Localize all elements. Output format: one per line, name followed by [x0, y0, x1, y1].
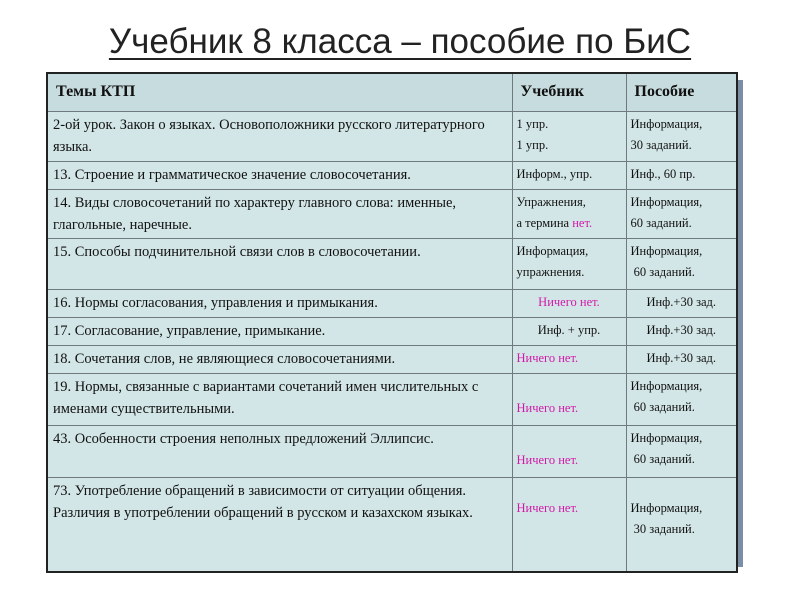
slide-title: Учебник 8 класса – пособие по БиС: [108, 22, 692, 61]
table-row: [47, 189, 737, 238]
header-topics: Темы КТП: [47, 73, 512, 111]
manual-text: Информация,: [630, 194, 703, 209]
textbook-text: Упражнения,: [516, 194, 586, 209]
textbook-text: упражнения.: [516, 264, 585, 279]
manual-cell: [626, 289, 737, 317]
manual-text: Информация,: [630, 243, 703, 258]
manual-cell: [626, 161, 737, 189]
manual-text: 30 заданий.: [630, 522, 695, 537]
table-row: [47, 111, 737, 161]
manual-cell: [626, 345, 737, 373]
topic-cell: 15. Способы подчинительной связи слов в словосочетании.: [47, 238, 512, 289]
textbook-cell: [512, 317, 626, 345]
manual-text: 60 заданий.: [630, 264, 695, 279]
table-row: [47, 238, 737, 289]
table-row: [47, 478, 737, 572]
manual-cell: [626, 478, 737, 572]
table-row: [47, 161, 737, 189]
textbook-text: [517, 213, 622, 234]
topic-cell: 17. Согласование, управление, примыкание.: [47, 317, 512, 345]
textbook-cell: [512, 161, 626, 189]
topic-cell: 2-ой урок. Закон о языках. Основоположники русского литературного языка.: [47, 111, 512, 161]
manual-cell: [626, 111, 737, 161]
manual-text: Информация,: [630, 501, 703, 516]
textbook-text: 1 упр.: [516, 137, 549, 152]
manual-cell: [626, 373, 737, 425]
textbook-text: Информ., упр.: [516, 166, 593, 181]
table-row: [47, 426, 737, 478]
missing-highlight: Ничего нет.: [538, 294, 600, 309]
table-row: [47, 317, 737, 345]
missing-highlight: нет.: [572, 215, 593, 230]
manual-text: Информация,: [630, 378, 703, 393]
manual-text: 60 заданий.: [630, 399, 695, 414]
textbook-cell: [512, 189, 626, 238]
manual-text: 60 заданий.: [630, 452, 695, 467]
manual-cell: [626, 426, 737, 478]
textbook-cell: [512, 345, 626, 373]
textbook-text-part: а термина: [516, 215, 573, 230]
missing-highlight: Ничего нет.: [516, 501, 579, 516]
textbook-text: 1 упр.: [516, 116, 549, 131]
manual-cell: [626, 189, 737, 238]
topics-table: [46, 72, 738, 573]
table-row: [47, 345, 737, 373]
manual-cell: [626, 317, 737, 345]
manual-text: 30 заданий.: [630, 137, 692, 152]
missing-highlight: Ничего нет.: [516, 453, 579, 468]
table-row: [47, 289, 737, 317]
table-row: [47, 373, 737, 425]
manual-text: Инф.+30 зад.: [646, 350, 717, 365]
header-manual: Пособие: [626, 73, 737, 111]
topic-cell: 13. Строение и грамматическое значение словосочетания.: [47, 161, 512, 189]
topic-cell: 14. Виды словосочетаний по характеру главного слова: именные, глагольные, наречные.: [47, 189, 512, 238]
textbook-text: Инф. + упр.: [537, 322, 601, 337]
textbook-cell: [512, 238, 626, 289]
missing-highlight: Ничего нет.: [516, 401, 579, 416]
topic-cell: 18. Сочетания слов, не являющиеся словосочетаниями.: [47, 345, 512, 373]
topic-cell: 19. Нормы, связанные с вариантами сочетаний имен числительных с именами существительными.: [47, 373, 512, 425]
textbook-cell: [512, 426, 626, 478]
textbook-text: Информация,: [516, 243, 589, 258]
missing-highlight: Ничего нет.: [516, 350, 579, 365]
textbook-cell: [512, 289, 626, 317]
manual-text: Информация,: [630, 116, 703, 131]
manual-text: Информация,: [630, 431, 703, 446]
manual-text: Инф.+30 зад.: [646, 322, 717, 337]
textbook-cell: [512, 111, 626, 161]
topic-cell: 43. Особенности строения неполных предложений Эллипсис.: [47, 426, 512, 478]
manual-text: 60 заданий.: [630, 215, 692, 230]
topic-cell: 16. Нормы согласования, управления и примыкания.: [47, 289, 512, 317]
table-header-row: [47, 73, 737, 111]
textbook-cell: [512, 373, 626, 425]
manual-text: Инф., 60 пр.: [630, 166, 696, 181]
manual-text: Инф.+30 зад.: [646, 294, 717, 309]
topic-cell: 73. Употребление обращений в зависимости от ситуации общения. Различия в употреблении обращений в русском и казахском языках.: [47, 478, 512, 572]
textbook-cell: [512, 478, 626, 572]
manual-cell: [626, 238, 737, 289]
header-textbook: Учебник: [512, 73, 626, 111]
